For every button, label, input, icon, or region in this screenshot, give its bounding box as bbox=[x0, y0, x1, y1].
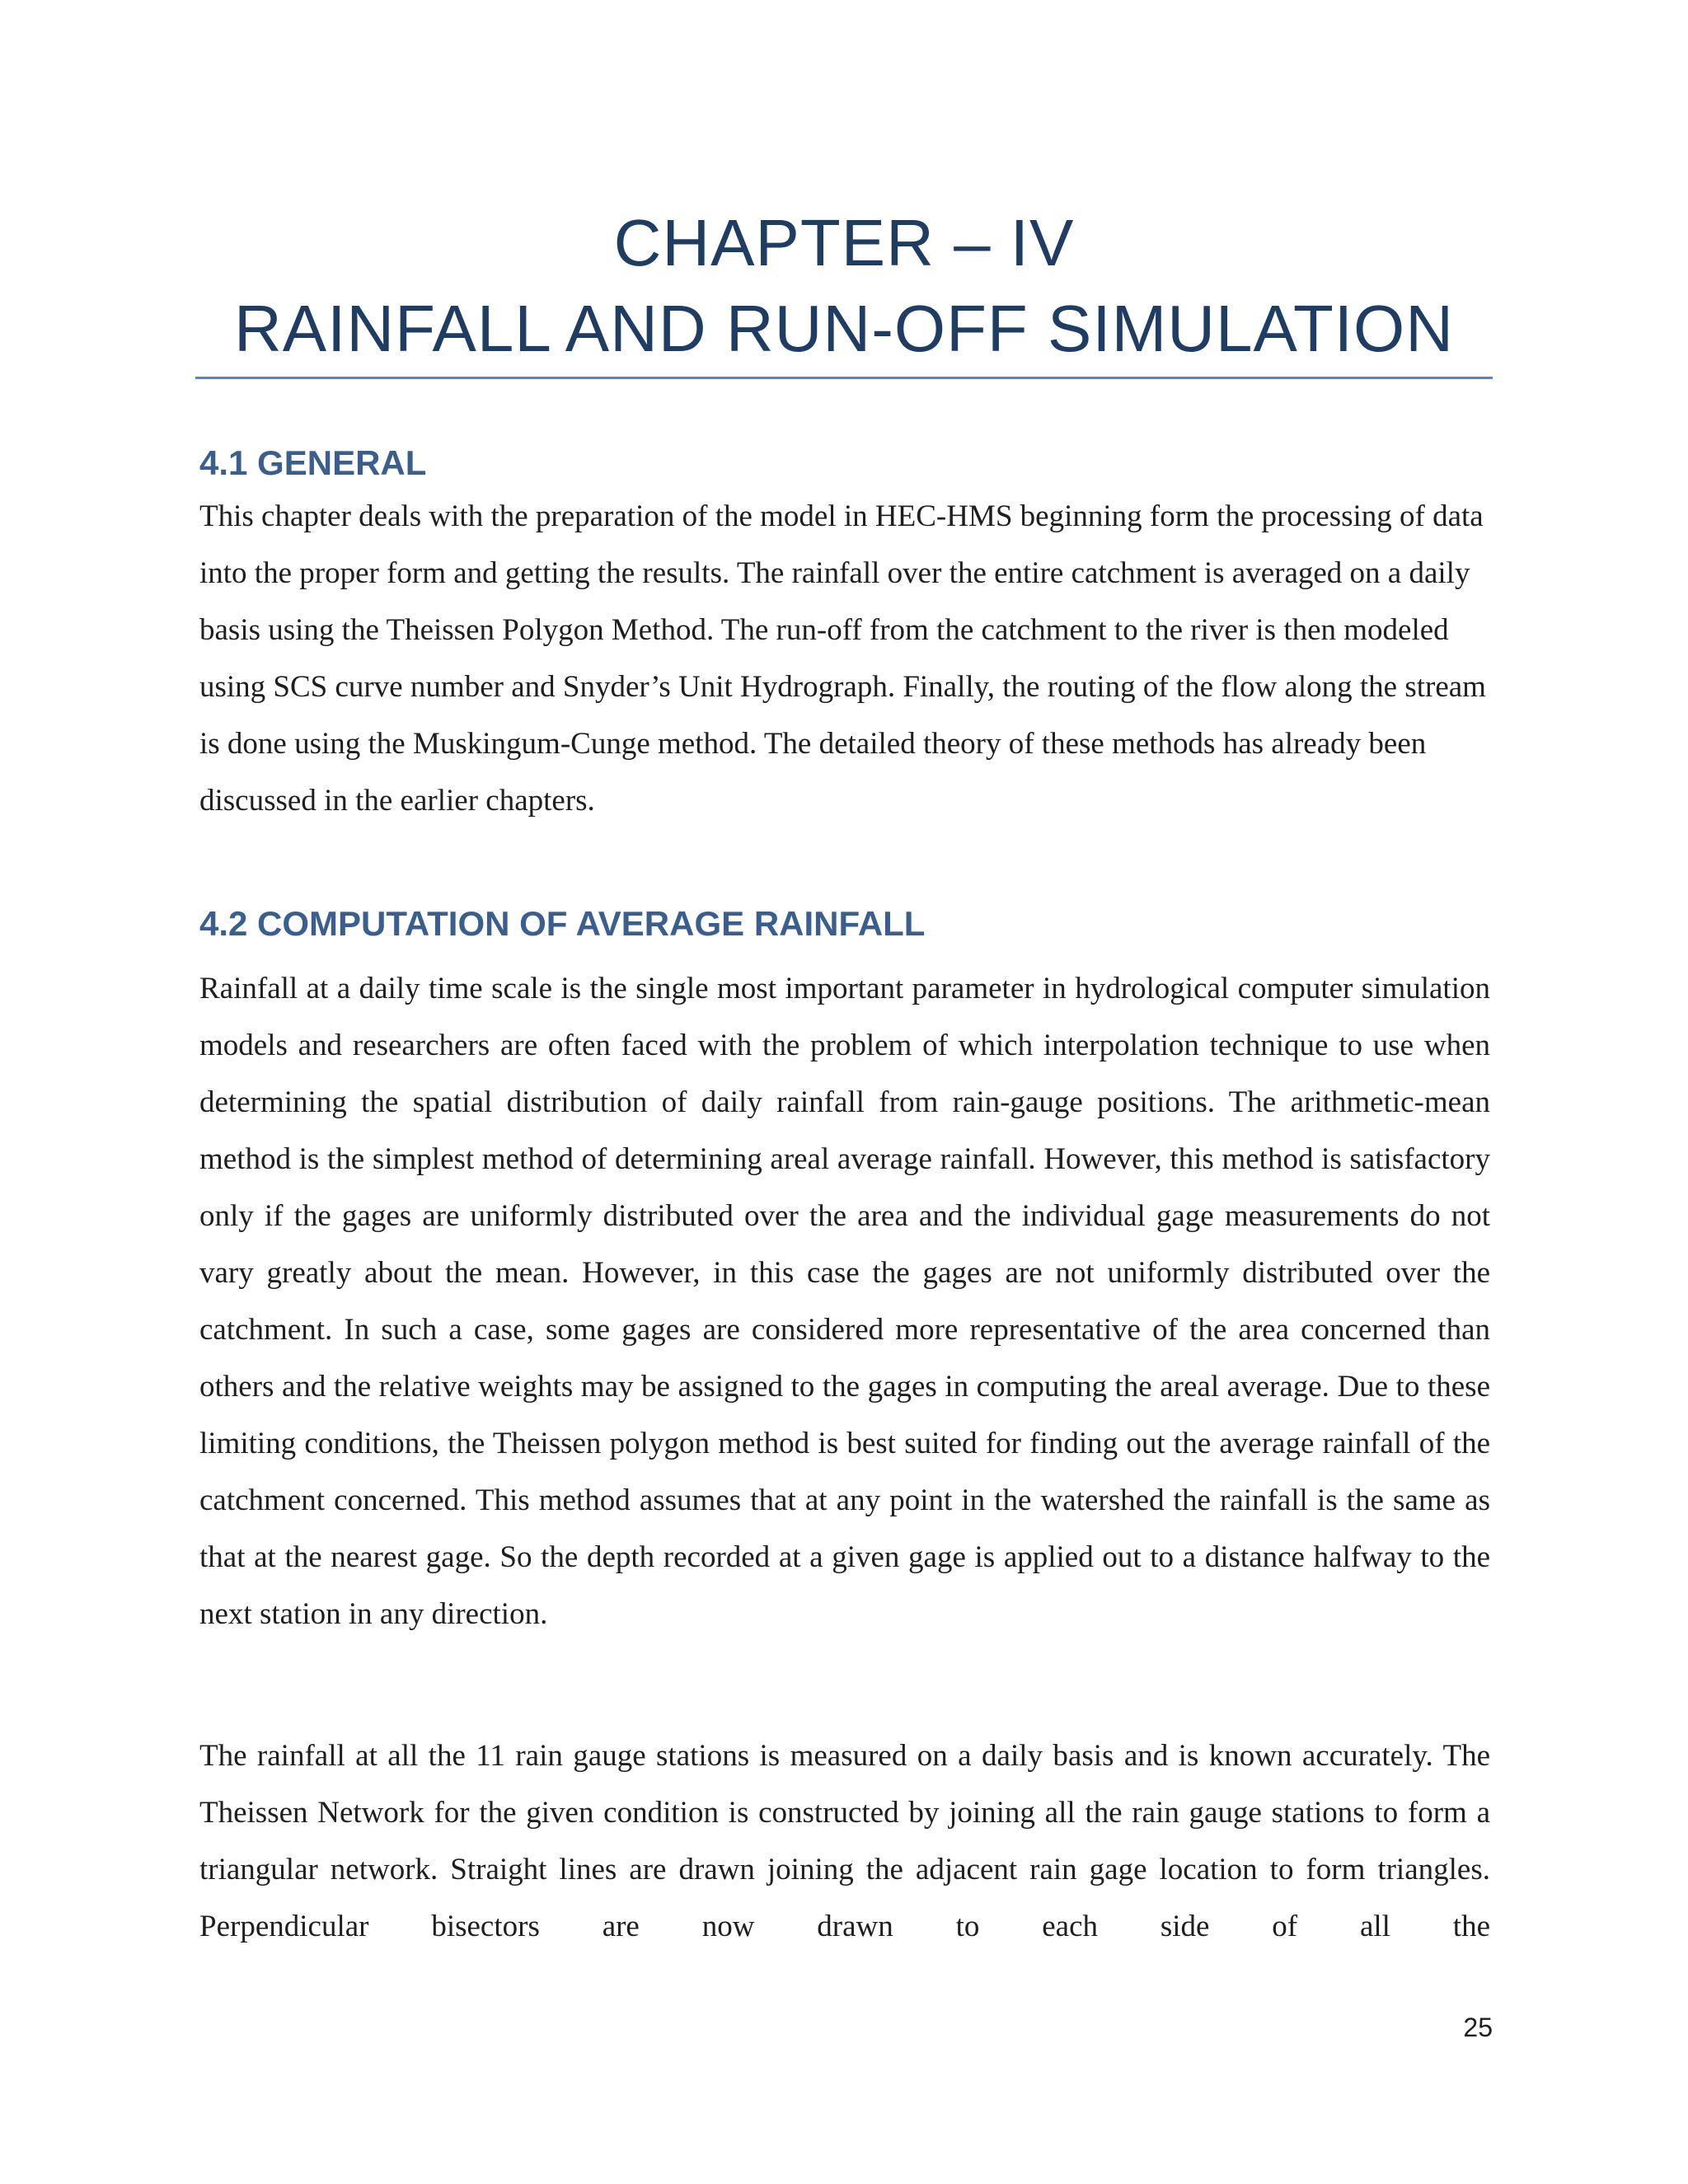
chapter-number: CHAPTER – IV bbox=[613, 206, 1075, 279]
general-paragraph: This chapter deals with the preparation of the model in HEC-HMS beginning form the processing of data into the proper form and getting the results. The rainfall over the entire catchment is averaged on a daily basis using the Theissen Polygon Method. The run-off from the catchment to the river is then modeled using SCS curve number and Snyder’s Unit Hydrograph. Finally, the routing of the flow along the stream is done using the Muskingum-Cunge method. The detailed theory of these methods has already been discussed in the earlier chapters. bbox=[199, 499, 1486, 818]
section-heading-general: 4.1 GENERAL bbox=[199, 443, 427, 482]
section-heading-average-rainfall: 4.2 COMPUTATION OF AVERAGE RAINFALL bbox=[199, 904, 926, 943]
page-number: 25 bbox=[1463, 2013, 1493, 2042]
average-rainfall-paragraph-1: Rainfall at a daily time scale is the single most important parameter in hydrological computer simulation models and researchers are often faced with the problem of which interpolation technique to use when determining the spatial distribution of daily rainfall from rain-gauge positions. The arithmetic-mean method is the simplest method of determining areal average rainfall. However, this method is satisfactory only if the gages are uniformly distributed over the area and the individual gage measurements do not vary greatly about the mean. However, in this case the gages are not uniformly distributed over the catchment. In such a case, some gages are considered more representative of the area concerned than others and the relative weights may be assigned to the gages in computing the areal average. Due to these limiting conditions, the Theissen polygon method is best suited for finding out the average rainfall of the catchment concerned. This method assumes that at any point in the watershed the rainfall is the same as that at the nearest gage. So the depth recorded at a given gage is applied out to a distance halfway to the next station in any direction. bbox=[199, 972, 1490, 1631]
chapter-title-underline bbox=[195, 377, 1493, 379]
chapter-heading bbox=[195, 200, 1493, 372]
chapter-title: RAINFALL AND RUN-OFF SIMULATION bbox=[233, 292, 1455, 365]
average-rainfall-paragraph-2: The rainfall at all the 11 rain gauge stations is measured on a daily basis and is known accurately. The Theissen Network for the given condition is constructed by joining all the rain gauge stations to form a triangular network. Straight lines are drawn joining the adjacent rain gage location to form triangles. Perpendicular bisectors are now drawn to each side of all the bbox=[199, 1739, 1490, 1943]
